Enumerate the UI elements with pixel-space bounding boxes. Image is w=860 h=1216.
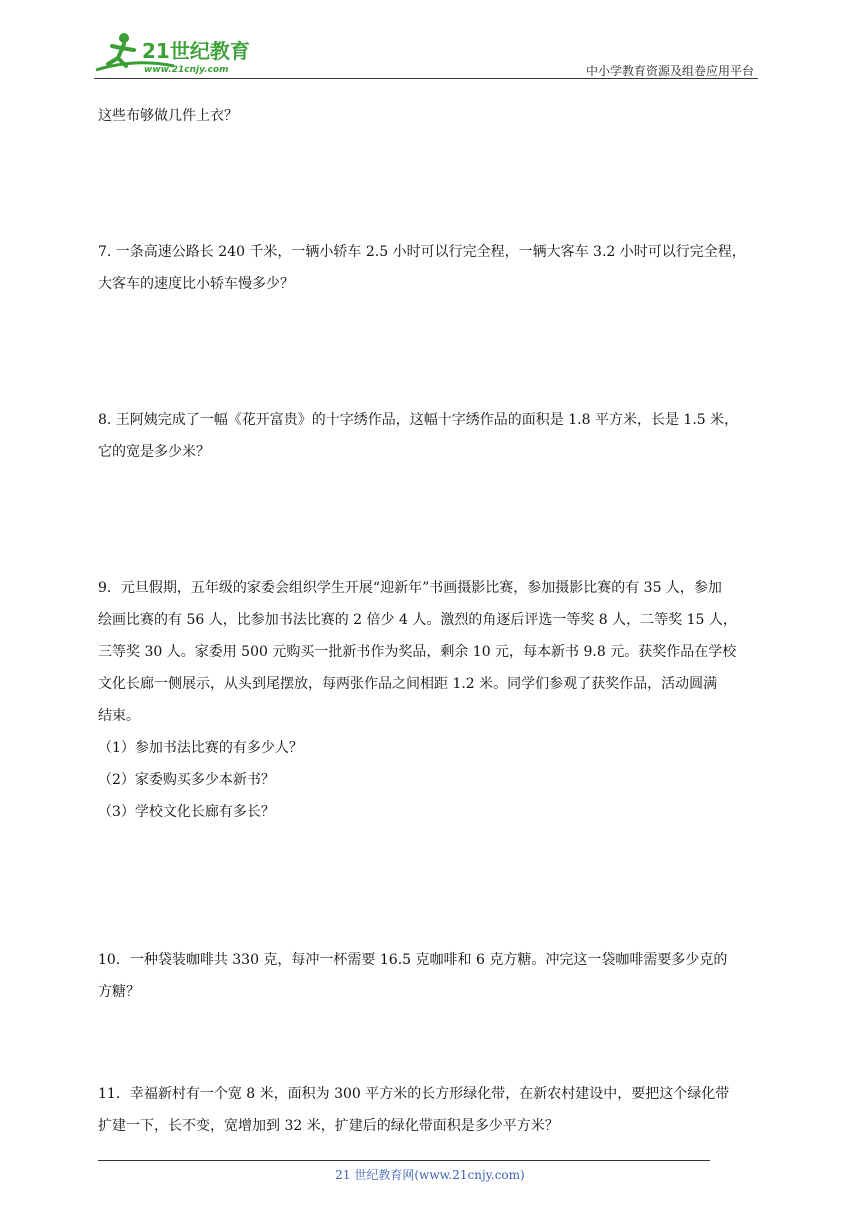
text-line: 它的宽是多少米？ bbox=[98, 444, 210, 460]
footer-divider bbox=[98, 1160, 710, 1161]
footer-text: 21 世纪教育网(www.21cnjy.com) bbox=[335, 1168, 525, 1182]
text-line: 三等奖 30 人。家委用 500 元购买一批新书作为奖品，剩余 10 元，每本新书 9.8 元。获奖作品在学校 bbox=[98, 644, 737, 660]
question-11 bbox=[98, 1078, 766, 1142]
text-line: 10．一种袋装咖啡共 330 克，每冲一杯需要 16.5 克咖啡和 6 克方糖。冲完这一袋咖啡需要多少克的 bbox=[98, 952, 728, 968]
platform-text: 中小学教育资源及组卷应用平台 bbox=[585, 64, 754, 78]
question-8 bbox=[98, 404, 766, 468]
text-line: 方糖？ bbox=[98, 984, 140, 1000]
text-line: 文化长廊一侧展示，从头到尾摆放，每两张作品之间相距 1.2 米。同学们参观了获奖作品，活动圆满 bbox=[98, 676, 718, 692]
sub-question-3: （3）学校文化长廊有多长？ bbox=[98, 804, 275, 820]
header-divider bbox=[94, 78, 758, 79]
logo-text: 21世纪教育 bbox=[142, 39, 250, 63]
text-line: 扩建一下，长不变，宽增加到 32 米，扩建后的绿化带面积是多少平方米？ bbox=[98, 1118, 559, 1134]
page-header bbox=[94, 30, 754, 78]
sub-question-1: （1）参加书法比赛的有多少人？ bbox=[98, 740, 303, 756]
text-line: 11．幸福新村有一个宽 8 米，面积为 300 平方米的长方形绿化带，在新农村建设中，要把这个绿化带 bbox=[98, 1086, 730, 1102]
text-line: 结束。 bbox=[98, 708, 140, 724]
question-10 bbox=[98, 944, 766, 1008]
question-9 bbox=[98, 572, 766, 828]
text-line: 绘画比赛的有 56 人，比参加书法比赛的 2 倍少 4 人。激烈的角逐后评选一等奖 8 人，二等奖 15 人， bbox=[98, 612, 737, 628]
sub-question-2: （2）家委购买多少本新书？ bbox=[98, 772, 275, 788]
text-line: 7. 一条高速公路长 240 千米，一辆小轿车 2.5 小时可以行完全程，一辆大客车 3.2 小时可以行完全程， bbox=[98, 244, 746, 260]
logo bbox=[94, 30, 274, 76]
text-line: 8. 王阿姨完成了一幅《花开富贵》的十字绣作品，这幅十字绣作品的面积是 1.8 平方米，长是 1.5 米， bbox=[98, 412, 739, 428]
text-line: 这些布够做几件上衣？ bbox=[98, 108, 238, 124]
question-7 bbox=[98, 236, 766, 300]
logo-url: www.21cnjy.com bbox=[144, 65, 229, 75]
question-6-tail bbox=[98, 100, 766, 132]
text-line: 大客车的速度比小轿车慢多少？ bbox=[98, 276, 294, 292]
text-line: 9．元旦假期，五年级的家委会组织学生开展“迎新年”书画摄影比赛，参加摄影比赛的有 35 人，参加 bbox=[98, 580, 722, 596]
